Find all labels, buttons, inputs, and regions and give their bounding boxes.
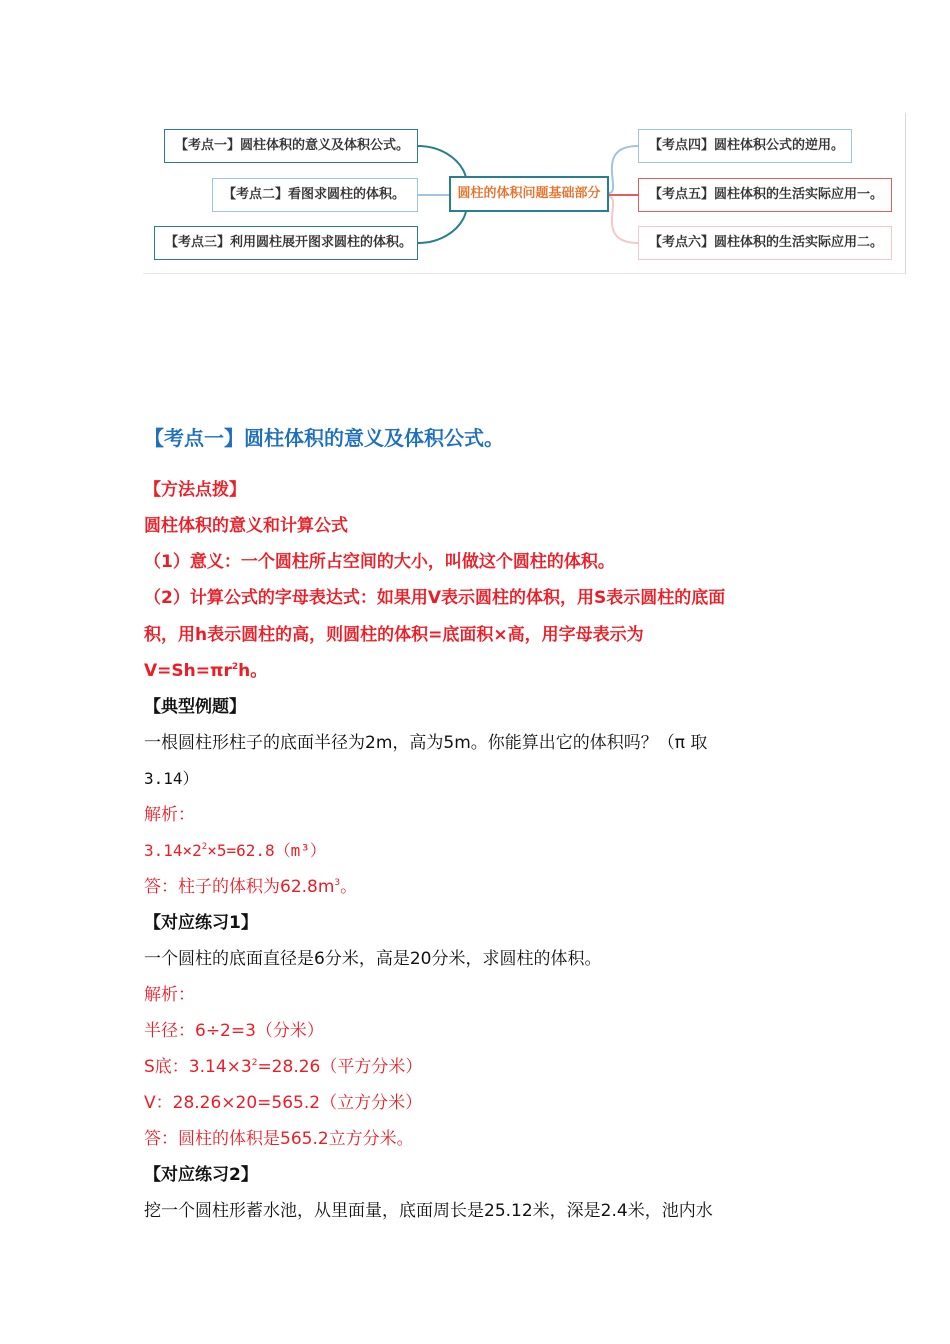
mindmap-node-5: 【考点五】圆柱体积的生活实际应用一。 (638, 178, 892, 212)
example-answer-sup: 3 (334, 878, 341, 888)
mindmap-node-4: 【考点四】圆柱体积公式的逆用。 (638, 129, 852, 163)
practice-1-step-2 (144, 1055, 422, 1079)
mindmap-node-6: 【考点六】圆柱体积的生活实际应用二。 (638, 226, 892, 260)
practice-1-step-1: 半径：6÷2=3（分米） (144, 1021, 324, 1041)
example-analysis-label: 解析： (144, 805, 195, 825)
formula (144, 659, 267, 683)
example-calc-sup: 2 (201, 842, 208, 852)
practice-1-step-3: V：28.26×20=565.2（立方分米） (144, 1093, 423, 1113)
example-question-line-2: 3.14） (144, 769, 199, 788)
practice-1-analysis-label: 解析： (144, 985, 195, 1005)
example-question-line-1: 一根圆柱形柱子的底面半径为2m，高为5m。你能算出它的体积吗？（π 取 (144, 733, 708, 753)
example-answer-part-b: 。 (340, 877, 358, 897)
practice-1-question: 一个圆柱的底面直径是6分米，高是20分米，求圆柱的体积。 (144, 949, 602, 969)
method-subtitle: 圆柱体积的意义和计算公式 (144, 516, 348, 536)
example-calc-part-b: ×5=62.8（m³） (207, 841, 326, 860)
formula-sup: 2 (231, 662, 239, 672)
practice-1-step-2-part-b: =28.26（平方分米） (257, 1057, 423, 1077)
practice-2-question: 挖一个圆柱形蓄水池，从里面量，底面周长是25.12米，深是2.4米，池内水 (144, 1201, 713, 1221)
mindmap-node-3: 【考点三】利用圆柱展开图求圆柱的体积。 (154, 226, 418, 260)
formula-part-b: h。 (238, 661, 268, 681)
mind-map (143, 113, 906, 274)
practice-1-step-2-sup: 2 (251, 1058, 258, 1068)
example-heading: 【典型例题】 (144, 697, 246, 717)
mindmap-node-2: 【考点二】看图求圆柱的体积。 (212, 178, 418, 212)
method-point-1: （1）意义：一个圆柱所占空间的大小，叫做这个圆柱的体积。 (144, 552, 615, 572)
practice-1-heading: 【对应练习1】 (144, 913, 258, 933)
method-point-2-line-2: 积，用h表示圆柱的高，则圆柱的体积=底面积×高，用字母表示为 (144, 625, 644, 645)
mindmap-center-node: 圆柱的体积问题基础部分 (449, 176, 609, 212)
connector-6 (609, 197, 638, 243)
practice-2-heading: 【对应练习2】 (144, 1165, 258, 1185)
section-title: 【考点一】圆柱体积的意义及体积公式。 (144, 426, 504, 450)
example-calc-part-a: 3.14×2 (144, 841, 202, 860)
connector-4 (609, 146, 638, 193)
example-answer (144, 875, 357, 899)
example-calculation (144, 839, 326, 863)
method-point-2-line-1: （2）计算公式的字母表达式：如果用V表示圆柱的体积，用S表示圆柱的底面 (144, 588, 726, 608)
practice-1-answer: 答：圆柱的体积是565.2立方分米。 (144, 1129, 414, 1149)
example-answer-part-a: 答：柱子的体积为62.8m (144, 877, 335, 897)
mindmap-node-1: 【考点一】圆柱体积的意义及体积公式。 (164, 129, 418, 163)
formula-part-a: V=Sh=πr (144, 661, 232, 681)
method-heading: 【方法点拨】 (144, 480, 246, 500)
practice-1-step-2-part-a: S底：3.14×3 (144, 1057, 252, 1077)
